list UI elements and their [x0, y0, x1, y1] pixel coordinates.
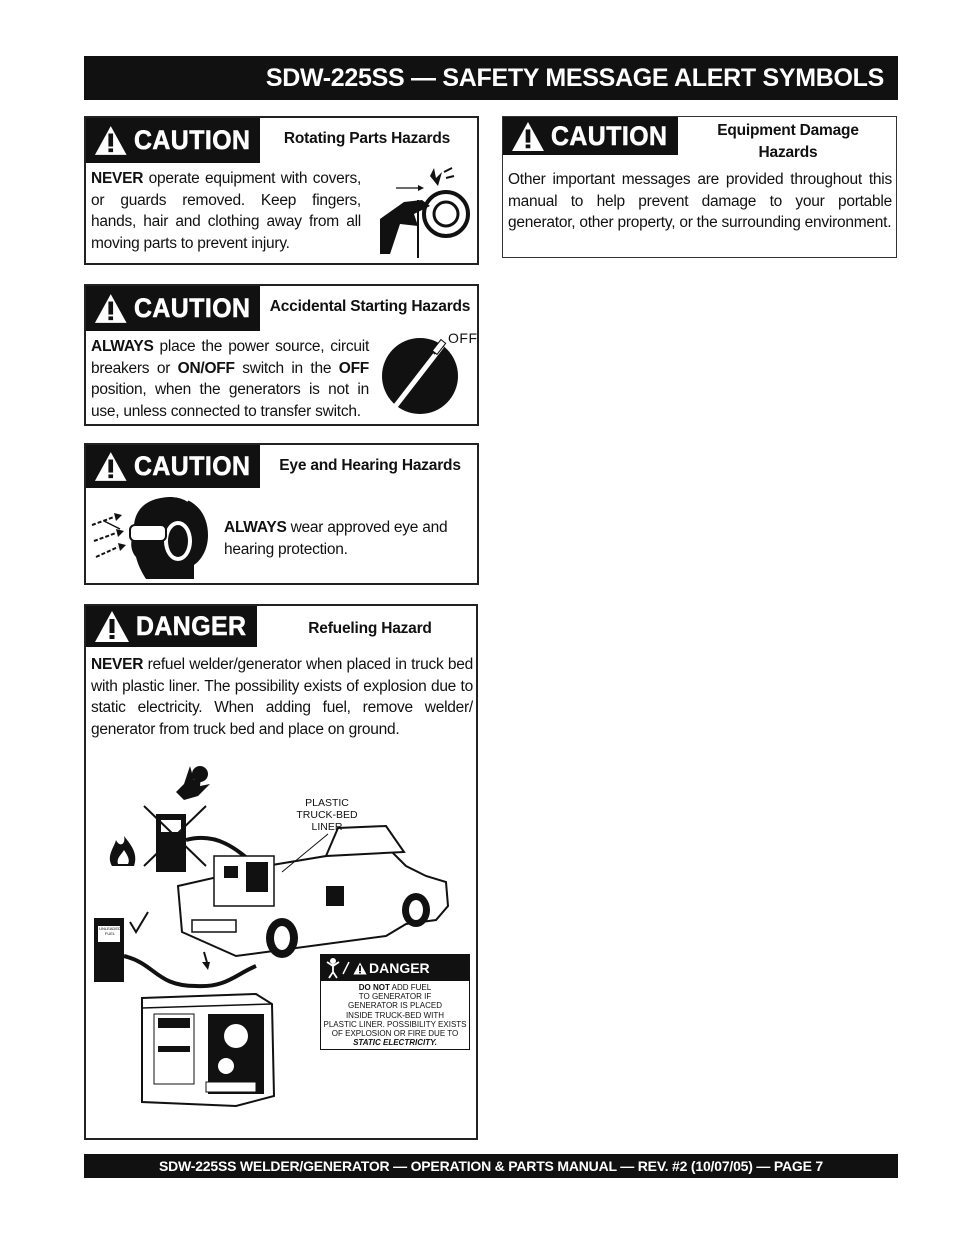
hazard-title: Refueling Hazard: [308, 620, 432, 637]
caution-word: CAUTION: [133, 293, 250, 323]
page-footer: [84, 1154, 898, 1178]
page-header: [84, 56, 898, 100]
hazard-title: Rotating Parts Hazards: [283, 130, 451, 147]
pump-label: UNLEADED FUEL: [99, 926, 121, 936]
warning-triangle-icon: [353, 962, 367, 975]
footer-text: SDW-225SS WELDER/GENERATOR — OPERATION & PARTS MANUAL — REV. #2 (10/07/05) — PAGE 7: [158, 1158, 824, 1174]
warning-triangle-icon: [94, 450, 128, 483]
person-icon: [323, 956, 353, 980]
refueling-illustration: [86, 756, 476, 1136]
decal-text: DO NOT ADD FUEL TO GENERATOR IF GENERATOR IS PLACED INSIDE TRUCK-BED WITH PLASTIC LINER. POSSIBILITY EXISTS OF EXPLOSION OR FIRE DUE TO STATIC ELECTRICITY.: [323, 983, 467, 1048]
hazard-text: Other important messages are provided throughout this manual to help prevent damage to your portable generator, other property, or the surrounding environment.: [508, 171, 892, 231]
page-title: SDW-225SS — SAFETY MESSAGE ALERT SYMBOLS: [265, 63, 884, 92]
liner-callout: PLASTIC TRUCK-BED LINER: [296, 797, 358, 833]
hazard-lead: ALWAYS: [91, 338, 154, 355]
danger-word: DANGER: [136, 611, 247, 641]
caution-accidental-starting: [84, 284, 479, 426]
warning-triangle-icon: [511, 121, 545, 152]
hazard-text: ALWAYS wear approved eye and hearing protection.: [224, 519, 448, 558]
eye-hearing-protection-icon: [90, 495, 210, 581]
rotating-parts-icon: [378, 164, 470, 260]
danger-decal: [320, 954, 470, 1050]
caution-word: CAUTION: [133, 125, 250, 155]
hazard-text: NEVER refuel welder/generator when placed in truck bed with plastic liner. The possibility exists of explosion due to static electricity. When adding fuel, remove welder/ generator from truck bed and place on ground.: [91, 656, 473, 738]
hazard-lead: ALWAYS: [224, 519, 287, 536]
warning-triangle-icon: [94, 292, 128, 325]
danger-refueling: [84, 604, 478, 1140]
hazard-title: Equipment Damage Hazards: [717, 122, 859, 161]
hazard-lead: NEVER: [91, 656, 144, 673]
hazard-title: Accidental Starting Hazards: [269, 298, 471, 315]
off-label: OFF: [448, 330, 478, 346]
caution-badge: [86, 118, 260, 163]
hazard-text: ALWAYS place the power source, circuit breakers or ON/OFF switch in the OFF position, when the generators is not in use, unless connected to transfer switch.: [91, 338, 370, 420]
hazard-text: NEVER operate equipment with covers, or guards removed. Keep fingers, hands, hair and clothing away from all moving parts to prevent injury.: [91, 170, 361, 252]
caution-rotating-parts: [84, 116, 479, 265]
caution-eye-hearing: [84, 443, 479, 585]
warning-triangle-icon: [94, 124, 128, 157]
caution-badge: [503, 117, 678, 155]
caution-word: CAUTION: [551, 120, 668, 151]
hazard-title: Eye and Hearing Hazards: [279, 457, 461, 474]
decal-header: [321, 955, 469, 981]
danger-badge: [86, 606, 257, 647]
warning-triangle-icon: [94, 610, 130, 643]
caution-equipment-damage: [502, 116, 897, 258]
caution-badge: [86, 445, 260, 488]
decal-danger-word: DANGER: [369, 960, 430, 976]
caution-badge: [86, 286, 260, 331]
caution-word: CAUTION: [133, 451, 250, 481]
hazard-lead: NEVER: [91, 170, 144, 187]
